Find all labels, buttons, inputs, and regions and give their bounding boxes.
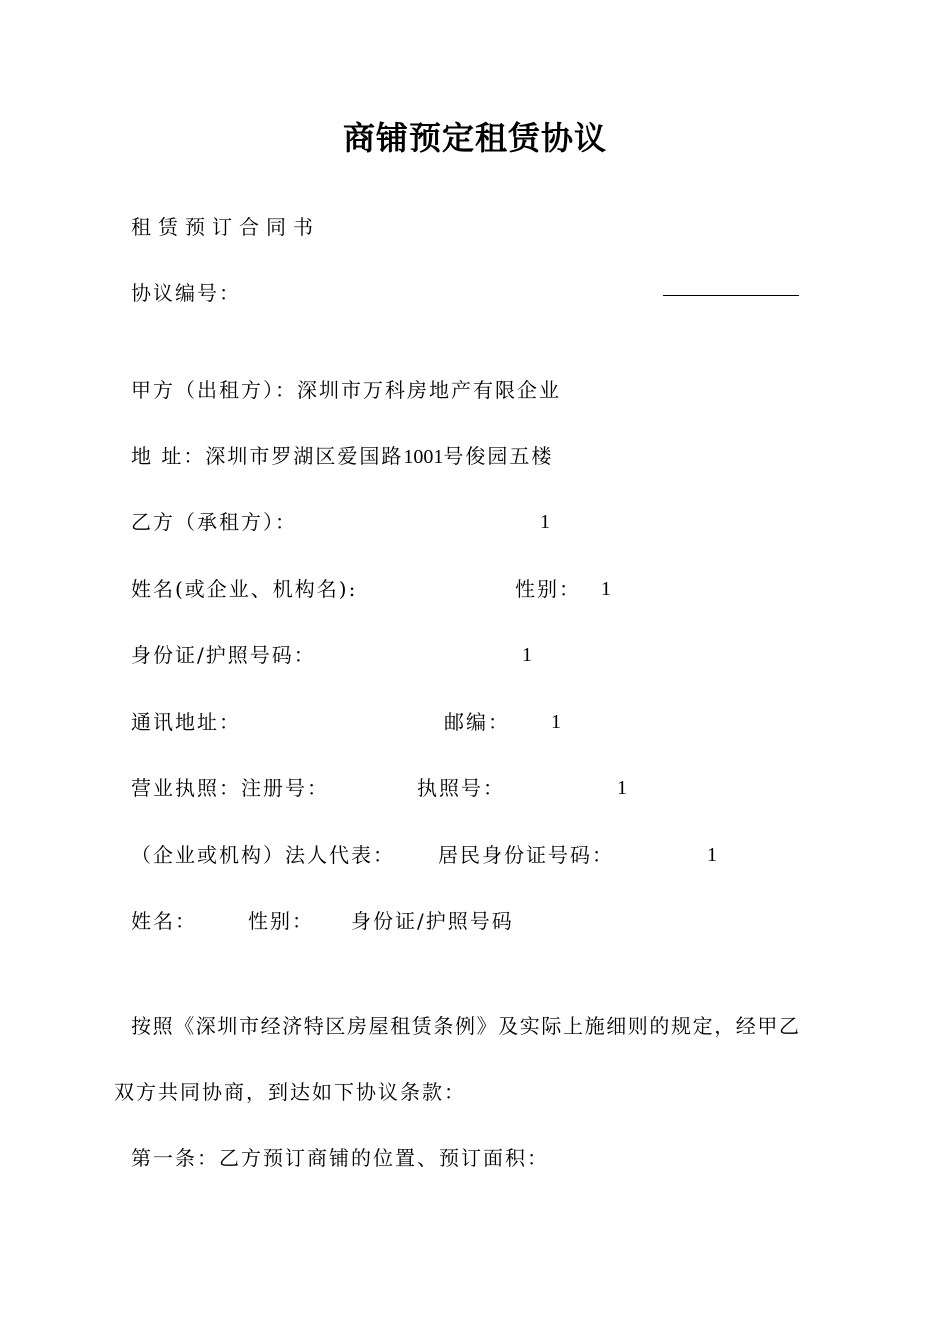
legal-representative-label: （企业或机构）法人代表：: [131, 843, 395, 867]
contract-subtitle: 租赁预订合同书: [131, 215, 320, 239]
address-number: 1001: [403, 446, 444, 468]
id-passport-value: 1: [522, 644, 532, 666]
party-a-line: 甲方（出租方）：深圳市万科房地产有限企业: [131, 378, 561, 402]
agreement-number-blank-line: [663, 295, 799, 296]
paragraph-1-line-2: 双方共同协商，到达如下协议条款：: [114, 1080, 466, 1104]
mailing-address-label: 通讯地址：: [131, 710, 241, 734]
gender-value: 1: [601, 578, 611, 600]
paragraph-1-line-1: 按照《深圳市经济特区房屋租赁条例》及实际上施细则的规定，经甲乙: [131, 1014, 801, 1038]
resident-id-label: 居民身份证号码：: [438, 843, 614, 867]
name-or-org-label: 姓名(或企业、机构名):: [131, 577, 358, 601]
gender-label: 性别：: [515, 577, 581, 601]
agreement-number-label: 协议编号：: [131, 281, 241, 305]
license-number-label: 执照号：: [417, 776, 505, 800]
postcode-label: 邮编：: [444, 710, 510, 734]
address-label: 地 址：: [131, 444, 206, 468]
postcode-value: 1: [551, 711, 561, 733]
representative-gender-label: 性别：: [248, 909, 314, 933]
party-b-label: 乙方（承租方）：: [131, 510, 297, 534]
id-passport-label: 身份证/护照号码：: [131, 643, 316, 667]
document-title: 商铺预定租赁协议: [342, 119, 607, 157]
resident-id-value: 1: [707, 844, 717, 866]
address-text-pre: 深圳市罗湖区爱国路: [205, 444, 404, 468]
license-number-value: 1: [617, 777, 627, 799]
party-a-address-line: [131, 444, 553, 469]
business-license-label: 营业执照：注册号：: [131, 776, 329, 800]
article-1-heading: 第一条：乙方预订商铺的位置、预订面积：: [131, 1146, 549, 1170]
address-text-post: 号俊园五楼: [443, 444, 554, 468]
representative-id-label: 身份证/护照号码: [351, 909, 514, 933]
representative-name-label: 姓名：: [131, 909, 197, 933]
party-b-value: 1: [540, 511, 550, 533]
